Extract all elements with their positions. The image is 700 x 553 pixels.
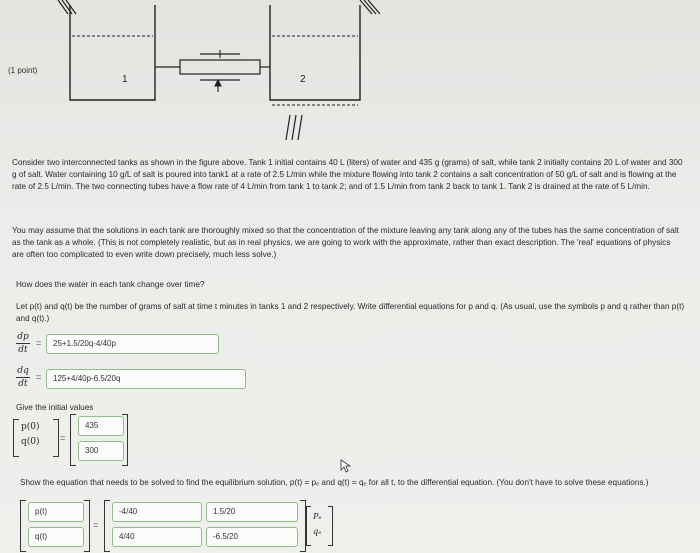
tank-2 [270,5,360,105]
dq-dt-fraction [16,366,30,389]
matrix-entry-11[interactable]: -4/40 [112,502,202,522]
left-bracket [13,419,19,457]
right-bracket [122,414,128,466]
pe-label: Pₑ [313,512,322,521]
left-bracket [20,500,26,552]
dq-denominator: dt [18,379,28,389]
tank-1-label: 1 [122,74,128,85]
q0-label: q(0) [21,437,40,447]
p0-input[interactable]: 435 [78,416,124,436]
question-text: How does the water in each tank change over time? [16,280,205,289]
dp-dt-input[interactable]: 25+1.5/20q-4/40p [46,334,219,354]
points-label: (1 point) [8,66,38,75]
equilibrium-vector [313,509,321,539]
inflow-pipes [58,0,380,14]
qe-label: qₑ [313,527,322,536]
p0-label: p(0) [21,422,40,432]
dq-numerator: dq [17,366,29,376]
equals-sign: = [36,338,42,348]
equals-sign: = [60,433,66,443]
left-bracket [70,414,76,466]
q0-input[interactable]: 300 [78,441,124,461]
equilibrium-instruction: Show the equation that needs to be solved to find the equilibrium solution, p(t) = pₑ and q(t) = qₑ for all t, to the differential equation. (You don't have to solve these equations.) [20,478,649,487]
tank-2-label: 2 [300,74,306,85]
right-bracket [84,500,90,552]
initial-values-label: Give the initial values [16,403,94,412]
tank-diagram [50,0,390,150]
row2-label-box: q(t) [28,527,84,547]
row1-label-box: p(t) [28,502,84,522]
left-bracket [104,500,110,552]
right-bracket [328,506,333,546]
dp-dt-fraction [16,332,30,355]
dp-numerator: dp [17,332,29,342]
tank-1 [70,5,155,100]
assumption-text: You may assume that the solutions in each tank are thoroughly mixed so that the concentration of the mixture leaving any tank along any of the tubes has the same concentration of salt as the tank as a whole. (This is not completely realistic, but as in real physics, we are going to work with the approximate, rather than exact description. The 'real' equations of physics are often too complicated to even write down precisely, much less solve.) [12,226,679,259]
matrix-entry-12[interactable]: 1.5/20 [206,502,298,522]
right-bracket [53,419,59,457]
initial-vector-labels [21,420,40,450]
matrix-entry-22[interactable]: -6.5/20 [206,527,298,547]
equals-sign: = [93,520,99,530]
flow-arrows [215,50,221,92]
drain [286,115,302,140]
problem-intro: Consider two interconnected tanks as shown in the figure above. Tank 1 initial contains 40 L (liters) of water and 435 g (grams) of salt, while tank 2 initially contains 20 L of water and 300 g of salt. Water containing 10 g/L of salt is poured into tank1 at a rate of 2.5 L/min while the mixture flowing into tank 2 contains a salt concentration of 50 g/L of salt and is flowing at the rate of 2.5 L/min. The two connecting tubes have a flow rate of 4 L/min from tank 1 to tank 2; and of 1.5 L/min from tank 2 back to tank 1. Tank 2 is drained at the rate of 5 L/min. [12,158,683,191]
mouse-cursor-icon [340,459,352,473]
dp-denominator: dt [18,345,28,355]
matrix-entry-21[interactable]: 4/40 [112,527,202,547]
connecting-tubes [155,54,270,80]
left-bracket [306,506,311,546]
dq-dt-input[interactable]: 125+4/40p-6.5/20q [46,369,246,389]
equals-sign: = [36,372,42,382]
instruction-text: Let p(t) and q(t) be the number of grams of salt at time t minutes in tanks 1 and 2 respectively. Write differential equations for p and q. (As usual, use the symbols p and q rather than p(t) and q(t).) [16,302,685,323]
